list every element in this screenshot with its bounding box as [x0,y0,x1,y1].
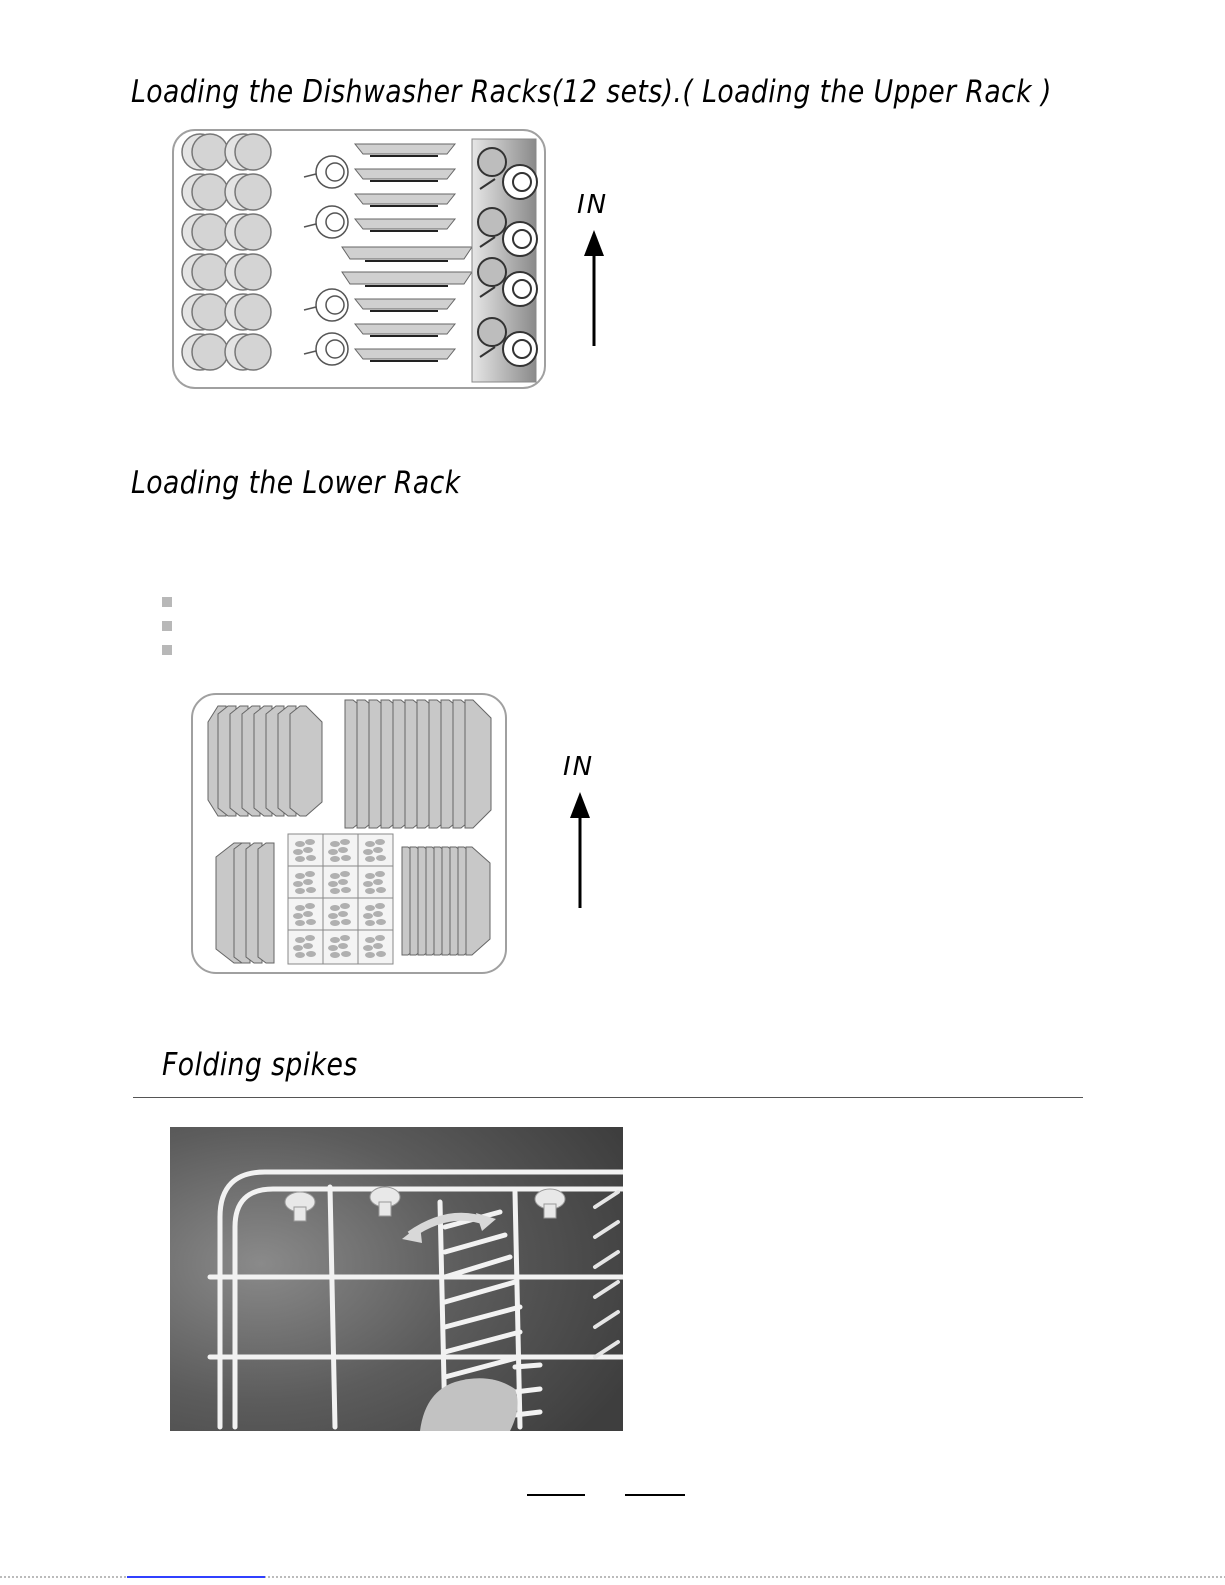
bullet-marker [162,645,172,655]
lower-direction-arrow-icon [568,792,592,910]
lower-rack-title: Loading the Lower Rack [131,465,461,501]
plates-top-left [208,706,322,816]
plates-bottom-left [216,843,274,963]
upper-rack-diagram [170,127,550,392]
plates-bottom-right [402,847,490,955]
bullet-marker [162,597,172,607]
folding-spikes-title: Folding spikes [162,1047,358,1083]
folding-spikes-photo [170,1127,623,1431]
lower-rack-diagram [190,692,510,977]
upper-rack-title: Loading the Dishwasher Racks(12 sets).( Loading the Upper Rack ) [131,74,1052,110]
page-number-marks [525,1490,690,1500]
bullet-marker [162,621,172,631]
section-divider [133,1097,1083,1098]
upper-direction-label: IN [577,190,609,220]
upper-direction-arrow-icon [582,230,606,348]
lower-direction-label: IN [563,752,595,782]
bullet-list [162,597,172,669]
footer-rule [0,1574,1225,1580]
plates-top-right [345,700,491,828]
